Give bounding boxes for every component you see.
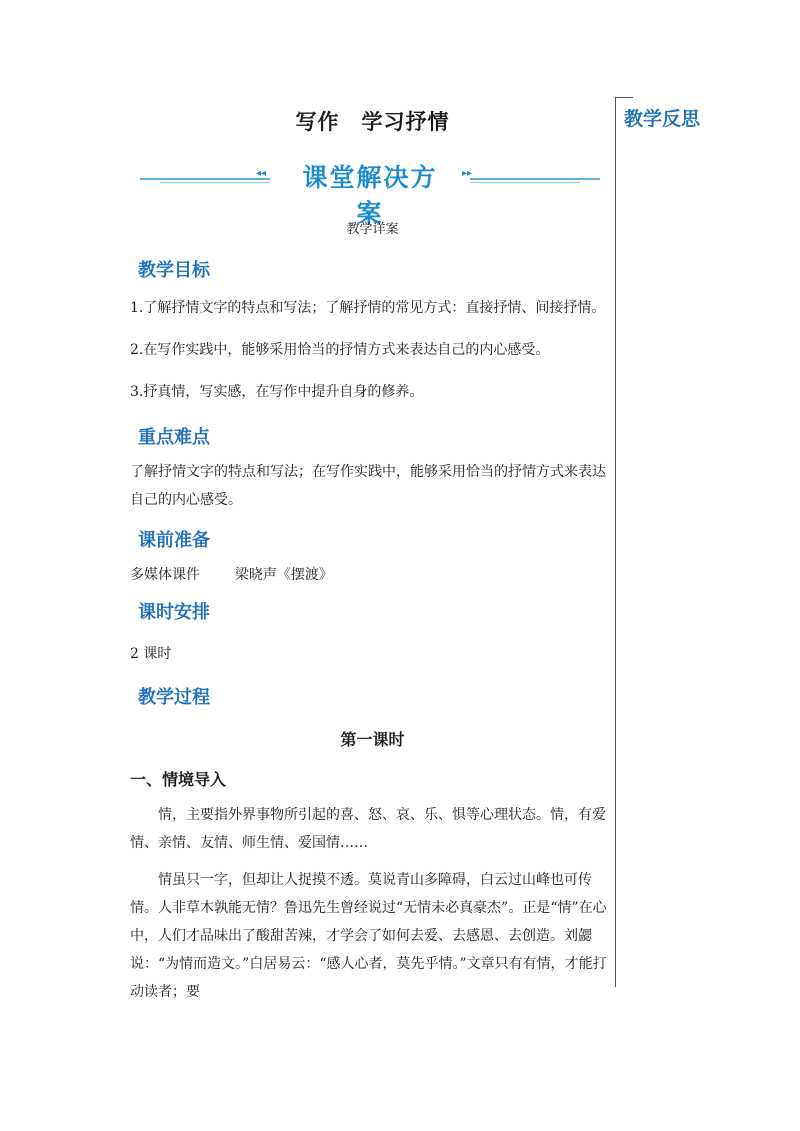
- preparation-item-1: 多媒体课件: [130, 567, 200, 583]
- process-paragraph-2: 情虽只一字，但却让人捉摸不透。莫说青山多障碍，白云过山峰也可传情。人非草木孰能无情？鲁迅先生曾经说过“无情未必真豪杰”。正是“情”在心中，人们才品味出了酸甜苦辣，才学会了如何去爱、去感恩、去创造。刘勰说：“为情而造文。”白居易云：“感人心者，莫先乎情。”文章只有有情，才能打动读者；要: [130, 872, 607, 1000]
- goal-item-3: 3.抒真情，写实感，在写作中提升自身的修养。: [130, 384, 424, 400]
- reflection-column-top-rule: [615, 97, 633, 98]
- schedule-heading: 课时安排: [138, 602, 210, 623]
- banner-right-stripe: [470, 178, 600, 180]
- title-part-2: 学习抒情: [361, 110, 450, 134]
- banner-left-stripe-thin: [160, 182, 270, 183]
- reflection-column-divider: [615, 97, 616, 987]
- banner-right-stripe-thin: [470, 182, 580, 183]
- goal-item-1: 1.了解抒情文字的特点和写法；了解抒情的常见方式：直接抒情、间接抒情。: [130, 300, 606, 316]
- preparation-item-2: 梁晓声《摆渡》: [234, 567, 333, 583]
- step-1-heading: 一、情境导入: [130, 770, 227, 789]
- section-banner: [140, 156, 600, 228]
- banner-left-stripe: [140, 178, 270, 180]
- goal-item-2: 2.在写作实践中，能够采用恰当的抒情方式来表达自己的内心感受。: [130, 342, 550, 358]
- subtitle: 教学详案: [346, 222, 399, 237]
- page-title: [130, 106, 615, 136]
- goals-heading: 教学目标: [138, 260, 210, 281]
- schedule-text: 2 课时: [130, 646, 172, 662]
- banner-left-arrow-icon: ◂◂: [256, 168, 267, 179]
- title-part-1: 写作: [295, 110, 340, 134]
- process-paragraph-1: 情，主要指外界事物所引起的喜、怒、哀、乐、惧等心理状态。情，有爱情、亲情、友情、师生情、爱国情……: [130, 807, 606, 851]
- preparation-heading: 课前准备: [138, 530, 210, 551]
- key-points-heading: 重点难点: [138, 427, 210, 448]
- reflection-heading: 教学反思: [624, 108, 701, 130]
- lesson-title: 第一课时: [340, 730, 405, 749]
- banner-label: 课堂解决方案: [302, 163, 438, 228]
- process-heading: 教学过程: [138, 687, 210, 708]
- preparation-list: [130, 561, 608, 589]
- banner-right-arrow-icon: ▸▸: [462, 168, 473, 179]
- key-points-text: 了解抒情文字的特点和写法；在写作实践中，能够采用恰当的抒情方式来表达自己的内心感受。: [130, 464, 606, 508]
